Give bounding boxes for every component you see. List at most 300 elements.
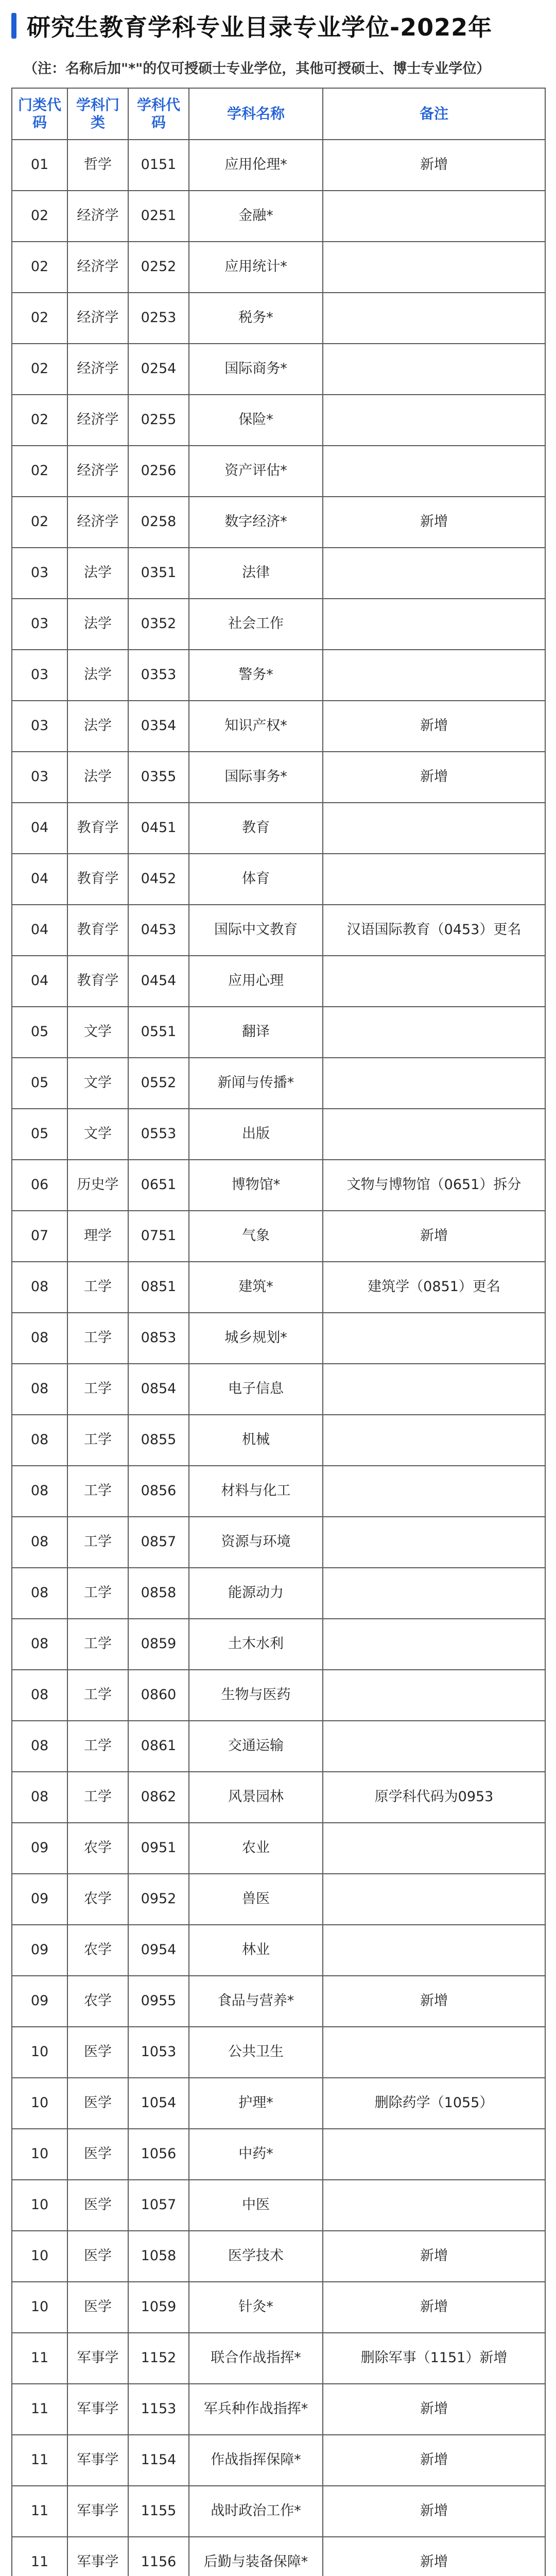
table-row	[12, 1007, 545, 1058]
category-code-cell: 02	[12, 395, 67, 446]
category-name-cell: 理学	[67, 1211, 128, 1262]
remark-cell	[323, 1313, 545, 1364]
table-row	[12, 1619, 545, 1670]
discipline-name-cell: 生物与医药	[189, 1670, 323, 1721]
catalog-table	[11, 88, 546, 2576]
table-row	[12, 2231, 545, 2282]
category-code-cell: 04	[12, 854, 67, 905]
remark-cell: 新增	[323, 701, 545, 752]
discipline-code-cell: 1153	[128, 2384, 189, 2435]
remark-cell: 删除军事（1151）新增	[323, 2333, 545, 2384]
discipline-code-cell: 0451	[128, 803, 189, 854]
discipline-name-cell: 兽医	[189, 1874, 323, 1925]
discipline-code-cell: 0954	[128, 1925, 189, 1976]
remark-cell	[323, 1925, 545, 1976]
discipline-code-cell: 0552	[128, 1058, 189, 1109]
table-row	[12, 293, 545, 344]
category-name-cell: 工学	[67, 1517, 128, 1568]
discipline-name-cell: 新闻与传播*	[189, 1058, 323, 1109]
category-name-cell: 经济学	[67, 497, 128, 548]
title-row	[11, 0, 545, 52]
category-code-cell: 02	[12, 242, 67, 293]
category-code-cell: 06	[12, 1160, 67, 1211]
header-discipline-name: 学科名称	[189, 88, 323, 140]
discipline-code-cell: 0352	[128, 599, 189, 650]
table-row	[12, 701, 545, 752]
category-name-cell: 医学	[67, 2282, 128, 2333]
discipline-name-cell: 机械	[189, 1415, 323, 1466]
table-row	[12, 2282, 545, 2333]
table-row	[12, 1058, 545, 1109]
category-name-cell: 法学	[67, 548, 128, 599]
category-code-cell: 09	[12, 1976, 67, 2027]
remark-cell	[323, 2027, 545, 2078]
discipline-code-cell: 0256	[128, 446, 189, 497]
discipline-name-cell: 战时政治工作*	[189, 2486, 323, 2537]
category-name-cell: 经济学	[67, 446, 128, 497]
table-row	[12, 344, 545, 395]
discipline-name-cell: 资产评估*	[189, 446, 323, 497]
table-row	[12, 905, 545, 956]
table-row	[12, 1466, 545, 1517]
table-row	[12, 2180, 545, 2231]
discipline-code-cell: 0855	[128, 1415, 189, 1466]
remark-cell	[323, 803, 545, 854]
discipline-name-cell: 土木水利	[189, 1619, 323, 1670]
category-name-cell: 经济学	[67, 293, 128, 344]
discipline-name-cell: 能源动力	[189, 1568, 323, 1619]
discipline-name-cell: 针灸*	[189, 2282, 323, 2333]
category-code-cell: 11	[12, 2333, 67, 2384]
discipline-name-cell: 保险*	[189, 395, 323, 446]
table-row	[12, 1721, 545, 1772]
remark-cell: 新增	[323, 2486, 545, 2537]
remark-cell	[323, 446, 545, 497]
table-row	[12, 548, 545, 599]
remark-cell: 汉语国际教育（0453）更名	[323, 905, 545, 956]
category-code-cell: 01	[12, 140, 67, 191]
discipline-code-cell: 1059	[128, 2282, 189, 2333]
category-code-cell: 07	[12, 1211, 67, 1262]
category-name-cell: 法学	[67, 752, 128, 803]
discipline-code-cell: 0452	[128, 854, 189, 905]
remark-cell	[323, 1721, 545, 1772]
category-code-cell: 03	[12, 752, 67, 803]
category-code-cell: 05	[12, 1058, 67, 1109]
table-row	[12, 1568, 545, 1619]
remark-cell	[323, 1823, 545, 1874]
discipline-code-cell: 1054	[128, 2078, 189, 2129]
category-name-cell: 医学	[67, 2231, 128, 2282]
remark-cell: 新增	[323, 140, 545, 191]
table-row	[12, 1364, 545, 1415]
discipline-name-cell: 风景园林	[189, 1772, 323, 1823]
header-category-code: 门类代码	[12, 88, 67, 140]
category-name-cell: 教育学	[67, 956, 128, 1007]
remark-cell: 建筑学（0851）更名	[323, 1262, 545, 1313]
category-code-cell: 08	[12, 1568, 67, 1619]
discipline-code-cell: 0862	[128, 1772, 189, 1823]
remark-cell	[323, 548, 545, 599]
discipline-code-cell: 0854	[128, 1364, 189, 1415]
category-name-cell: 工学	[67, 1568, 128, 1619]
remark-cell: 新增	[323, 1976, 545, 2027]
category-name-cell: 教育学	[67, 854, 128, 905]
discipline-code-cell: 0253	[128, 293, 189, 344]
discipline-name-cell: 建筑*	[189, 1262, 323, 1313]
discipline-name-cell: 军兵种作战指挥*	[189, 2384, 323, 2435]
discipline-code-cell: 0951	[128, 1823, 189, 1874]
category-code-cell: 03	[12, 548, 67, 599]
category-name-cell: 工学	[67, 1466, 128, 1517]
table-body	[12, 140, 545, 2576]
category-code-cell: 02	[12, 293, 67, 344]
category-code-cell: 04	[12, 956, 67, 1007]
table-row	[12, 854, 545, 905]
discipline-code-cell: 0651	[128, 1160, 189, 1211]
table-row	[12, 1772, 545, 1823]
table-row	[12, 1670, 545, 1721]
category-name-cell: 工学	[67, 1772, 128, 1823]
table-row	[12, 497, 545, 548]
category-name-cell: 军事学	[67, 2333, 128, 2384]
discipline-code-cell: 1154	[128, 2435, 189, 2486]
category-code-cell: 03	[12, 701, 67, 752]
discipline-name-cell: 医学技术	[189, 2231, 323, 2282]
discipline-code-cell: 1057	[128, 2180, 189, 2231]
discipline-code-cell: 1053	[128, 2027, 189, 2078]
discipline-code-cell: 0151	[128, 140, 189, 191]
discipline-name-cell: 中药*	[189, 2129, 323, 2180]
remark-cell: 新增	[323, 2537, 545, 2576]
table-row	[12, 1109, 545, 1160]
table-row	[12, 2078, 545, 2129]
discipline-name-cell: 后勤与装备保障*	[189, 2537, 323, 2576]
category-code-cell: 08	[12, 1415, 67, 1466]
discipline-code-cell: 1155	[128, 2486, 189, 2537]
table-row	[12, 1211, 545, 1262]
category-code-cell: 09	[12, 1823, 67, 1874]
table-row	[12, 191, 545, 242]
discipline-name-cell: 教育	[189, 803, 323, 854]
remark-cell	[323, 956, 545, 1007]
remark-cell: 新增	[323, 752, 545, 803]
category-name-cell: 教育学	[67, 803, 128, 854]
table-row	[12, 140, 545, 191]
category-name-cell: 法学	[67, 650, 128, 701]
remark-cell	[323, 191, 545, 242]
table-row	[12, 395, 545, 446]
discipline-code-cell: 0251	[128, 191, 189, 242]
category-name-cell: 工学	[67, 1313, 128, 1364]
discipline-name-cell: 金融*	[189, 191, 323, 242]
category-code-cell: 08	[12, 1772, 67, 1823]
header-row	[12, 88, 545, 140]
category-name-cell: 工学	[67, 1670, 128, 1721]
table-row	[12, 650, 545, 701]
page-title: 研究生教育学科专业目录专业学位-2022年	[27, 13, 493, 41]
discipline-code-cell: 0354	[128, 701, 189, 752]
note: （注：名称后加"*"的仅可授硕士专业学位，其他可授硕士、博士专业学位）	[24, 60, 491, 77]
discipline-name-cell: 警务*	[189, 650, 323, 701]
category-name-cell: 文学	[67, 1109, 128, 1160]
discipline-code-cell: 0355	[128, 752, 189, 803]
discipline-name-cell: 林业	[189, 1925, 323, 1976]
category-code-cell: 02	[12, 446, 67, 497]
category-code-cell: 10	[12, 2231, 67, 2282]
discipline-code-cell: 0857	[128, 1517, 189, 1568]
discipline-name-cell: 体育	[189, 854, 323, 905]
category-name-cell: 历史学	[67, 1160, 128, 1211]
header-discipline-code: 学科代码	[128, 88, 189, 140]
remark-cell	[323, 1670, 545, 1721]
category-code-cell: 08	[12, 1517, 67, 1568]
discipline-code-cell: 0952	[128, 1874, 189, 1925]
discipline-name-cell: 城乡规划*	[189, 1313, 323, 1364]
discipline-code-cell: 0751	[128, 1211, 189, 1262]
table-row	[12, 2129, 545, 2180]
table-row	[12, 1823, 545, 1874]
category-code-cell: 10	[12, 2180, 67, 2231]
table-header	[12, 88, 545, 140]
remark-cell: 新增	[323, 497, 545, 548]
category-name-cell: 军事学	[67, 2384, 128, 2435]
discipline-name-cell: 应用统计*	[189, 242, 323, 293]
remark-cell	[323, 1058, 545, 1109]
discipline-name-cell: 国际商务*	[189, 344, 323, 395]
discipline-name-cell: 资源与环境	[189, 1517, 323, 1568]
discipline-code-cell: 0853	[128, 1313, 189, 1364]
discipline-name-cell: 法律	[189, 548, 323, 599]
discipline-name-cell: 博物馆*	[189, 1160, 323, 1211]
discipline-code-cell: 0551	[128, 1007, 189, 1058]
table-row	[12, 2435, 545, 2486]
remark-cell: 原学科代码为0953	[323, 1772, 545, 1823]
category-code-cell: 02	[12, 344, 67, 395]
category-code-cell: 10	[12, 2129, 67, 2180]
remark-cell: 新增	[323, 2435, 545, 2486]
discipline-code-cell: 0254	[128, 344, 189, 395]
category-name-cell: 工学	[67, 1364, 128, 1415]
category-name-cell: 军事学	[67, 2486, 128, 2537]
category-code-cell: 04	[12, 803, 67, 854]
category-code-cell: 03	[12, 599, 67, 650]
discipline-code-cell: 0955	[128, 1976, 189, 2027]
table-row	[12, 1313, 545, 1364]
remark-cell	[323, 293, 545, 344]
category-name-cell: 医学	[67, 2129, 128, 2180]
discipline-code-cell: 1152	[128, 2333, 189, 2384]
remark-cell	[323, 1466, 545, 1517]
category-name-cell: 农学	[67, 1925, 128, 1976]
category-name-cell: 工学	[67, 1619, 128, 1670]
discipline-name-cell: 公共卫生	[189, 2027, 323, 2078]
category-name-cell: 哲学	[67, 140, 128, 191]
discipline-code-cell: 0353	[128, 650, 189, 701]
category-name-cell: 经济学	[67, 395, 128, 446]
remark-cell	[323, 2180, 545, 2231]
category-code-cell: 11	[12, 2435, 67, 2486]
remark-cell	[323, 2129, 545, 2180]
category-code-cell: 11	[12, 2486, 67, 2537]
table-row	[12, 2537, 545, 2576]
remark-cell	[323, 242, 545, 293]
discipline-name-cell: 护理*	[189, 2078, 323, 2129]
discipline-code-cell: 0858	[128, 1568, 189, 1619]
discipline-code-cell: 0861	[128, 1721, 189, 1772]
category-code-cell: 02	[12, 497, 67, 548]
table-row	[12, 446, 545, 497]
category-code-cell: 08	[12, 1619, 67, 1670]
category-name-cell: 经济学	[67, 344, 128, 395]
category-name-cell: 农学	[67, 1976, 128, 2027]
category-code-cell: 09	[12, 1874, 67, 1925]
discipline-name-cell: 税务*	[189, 293, 323, 344]
category-code-cell: 04	[12, 905, 67, 956]
table-row	[12, 956, 545, 1007]
category-name-cell: 医学	[67, 2180, 128, 2231]
discipline-name-cell: 数字经济*	[189, 497, 323, 548]
header-category-name: 学科门类	[67, 88, 128, 140]
remark-cell	[323, 1619, 545, 1670]
remark-cell	[323, 1874, 545, 1925]
category-code-cell: 03	[12, 650, 67, 701]
discipline-name-cell: 中医	[189, 2180, 323, 2231]
category-name-cell: 军事学	[67, 2435, 128, 2486]
category-code-cell: 10	[12, 2282, 67, 2333]
remark-cell	[323, 854, 545, 905]
discipline-code-cell: 0553	[128, 1109, 189, 1160]
category-name-cell: 经济学	[67, 242, 128, 293]
discipline-code-cell: 1058	[128, 2231, 189, 2282]
category-name-cell: 法学	[67, 701, 128, 752]
discipline-name-cell: 国际中文教育	[189, 905, 323, 956]
discipline-name-cell: 应用心理	[189, 956, 323, 1007]
category-name-cell: 经济学	[67, 191, 128, 242]
category-code-cell: 08	[12, 1364, 67, 1415]
discipline-code-cell: 0860	[128, 1670, 189, 1721]
table-row	[12, 1517, 545, 1568]
table-row	[12, 2027, 545, 2078]
category-name-cell: 医学	[67, 2027, 128, 2078]
table-row	[12, 1976, 545, 2027]
category-code-cell: 08	[12, 1721, 67, 1772]
discipline-name-cell: 联合作战指挥*	[189, 2333, 323, 2384]
remark-cell	[323, 1007, 545, 1058]
remark-cell	[323, 1568, 545, 1619]
remark-cell: 文物与博物馆（0651）拆分	[323, 1160, 545, 1211]
discipline-name-cell: 知识产权*	[189, 701, 323, 752]
discipline-code-cell: 0252	[128, 242, 189, 293]
discipline-code-cell: 0859	[128, 1619, 189, 1670]
header-remark: 备注	[323, 88, 545, 140]
category-code-cell: 08	[12, 1262, 67, 1313]
category-name-cell: 法学	[67, 599, 128, 650]
category-code-cell: 11	[12, 2384, 67, 2435]
discipline-code-cell: 0851	[128, 1262, 189, 1313]
remark-cell	[323, 1109, 545, 1160]
table-row	[12, 599, 545, 650]
discipline-name-cell: 出版	[189, 1109, 323, 1160]
discipline-name-cell: 社会工作	[189, 599, 323, 650]
discipline-code-cell: 1056	[128, 2129, 189, 2180]
remark-cell: 删除药学（1055）	[323, 2078, 545, 2129]
category-code-cell: 09	[12, 1925, 67, 1976]
category-code-cell: 08	[12, 1466, 67, 1517]
category-name-cell: 教育学	[67, 905, 128, 956]
remark-cell	[323, 344, 545, 395]
discipline-code-cell: 0255	[128, 395, 189, 446]
category-name-cell: 医学	[67, 2078, 128, 2129]
discipline-name-cell: 电子信息	[189, 1364, 323, 1415]
table-row	[12, 803, 545, 854]
remark-cell	[323, 1364, 545, 1415]
discipline-name-cell: 作战指挥保障*	[189, 2435, 323, 2486]
remark-cell: 新增	[323, 1211, 545, 1262]
table-row	[12, 2333, 545, 2384]
title-accent-bar	[11, 13, 16, 39]
category-code-cell: 02	[12, 191, 67, 242]
category-code-cell: 08	[12, 1313, 67, 1364]
discipline-code-cell: 0258	[128, 497, 189, 548]
remark-cell	[323, 1415, 545, 1466]
remark-cell	[323, 650, 545, 701]
discipline-code-cell: 0453	[128, 905, 189, 956]
discipline-name-cell: 农业	[189, 1823, 323, 1874]
category-name-cell: 军事学	[67, 2537, 128, 2576]
category-name-cell: 工学	[67, 1415, 128, 1466]
discipline-name-cell: 国际事务*	[189, 752, 323, 803]
category-name-cell: 文学	[67, 1007, 128, 1058]
category-name-cell: 工学	[67, 1721, 128, 1772]
category-code-cell: 05	[12, 1007, 67, 1058]
discipline-name-cell: 交通运输	[189, 1721, 323, 1772]
category-name-cell: 工学	[67, 1262, 128, 1313]
category-name-cell: 文学	[67, 1058, 128, 1109]
discipline-name-cell: 气象	[189, 1211, 323, 1262]
discipline-name-cell: 应用伦理*	[189, 140, 323, 191]
category-code-cell: 08	[12, 1670, 67, 1721]
remark-cell: 新增	[323, 2231, 545, 2282]
discipline-code-cell: 0351	[128, 548, 189, 599]
category-code-cell: 05	[12, 1109, 67, 1160]
table-row	[12, 1925, 545, 1976]
discipline-code-cell: 0454	[128, 956, 189, 1007]
remark-cell: 新增	[323, 2282, 545, 2333]
discipline-name-cell: 食品与营养*	[189, 1976, 323, 2027]
table-row	[12, 752, 545, 803]
remark-cell	[323, 1517, 545, 1568]
category-code-cell: 10	[12, 2027, 67, 2078]
table-row	[12, 2384, 545, 2435]
discipline-code-cell: 1156	[128, 2537, 189, 2576]
discipline-code-cell: 0856	[128, 1466, 189, 1517]
table-row	[12, 242, 545, 293]
remark-cell	[323, 395, 545, 446]
category-name-cell: 农学	[67, 1823, 128, 1874]
discipline-name-cell: 材料与化工	[189, 1466, 323, 1517]
category-name-cell: 农学	[67, 1874, 128, 1925]
table-row	[12, 1874, 545, 1925]
table-row	[12, 1160, 545, 1211]
category-code-cell: 11	[12, 2537, 67, 2576]
table-row	[12, 2486, 545, 2537]
table-row	[12, 1262, 545, 1313]
category-code-cell: 10	[12, 2078, 67, 2129]
remark-cell: 新增	[323, 2384, 545, 2435]
discipline-name-cell: 翻译	[189, 1007, 323, 1058]
remark-cell	[323, 599, 545, 650]
